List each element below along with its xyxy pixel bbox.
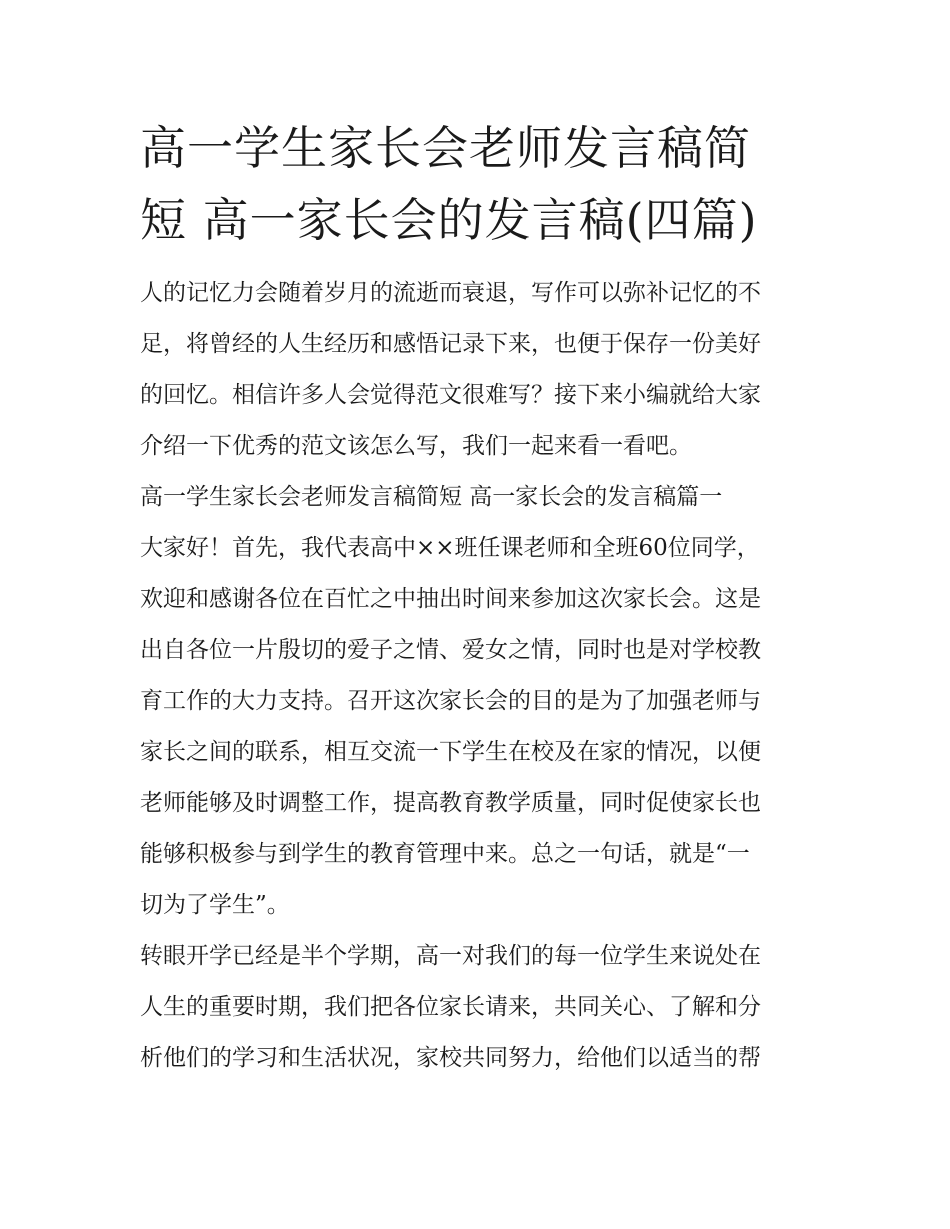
- intro-line-4: 介绍一下优秀的范文该怎么写，我们一起来看一看吧。: [140, 433, 692, 459]
- p1-line-5: 家长之间的联系，相互交流一下学生在校及在家的情况，以便: [140, 739, 761, 765]
- intro-line-3: 的回忆。相信许多人会觉得范文很难写？接下来小编就给大家: [140, 382, 761, 408]
- document-title: [140, 112, 812, 256]
- p1-line-2: 欢迎和感谢各位在百忙之中抽出时间来参加这次家长会。这是: [140, 586, 761, 612]
- p2-line-3: 析他们的学习和生活状况，家校共同努力，给他们以适当的帮: [140, 1045, 761, 1071]
- intro-line-2: 足，将曾经的人生经历和感悟记录下来，也便于保存一份美好: [140, 331, 761, 357]
- body-paragraph-2: [140, 931, 812, 1084]
- section-heading: 高一学生家长会老师发言稿简短 高一家长会的发言稿篇一: [140, 484, 723, 510]
- document-page: [140, 112, 812, 1084]
- intro-paragraph: [140, 268, 812, 472]
- title-line-1: 高一学生家长会老师发言稿简: [140, 121, 751, 175]
- p1-line-8: 切为了学生”。: [140, 892, 290, 918]
- intro-line-1: 人的记忆力会随着岁月的流逝而衰退，写作可以弥补记忆的不: [140, 280, 761, 306]
- p1-line-6: 老师能够及时调整工作，提高教育教学质量，同时促使家长也: [140, 790, 761, 816]
- p1-line-3: 出自各位一片殷切的爱子之情、爱女之情，同时也是对学校教: [140, 637, 761, 663]
- p2-line-2: 人生的重要时期，我们把各位家长请来，共同关心、了解和分: [140, 994, 761, 1020]
- body-paragraph-1: [140, 523, 812, 931]
- p2-line-1: 转眼开学已经是半个学期，高一对我们的每一位学生来说处在: [140, 943, 761, 969]
- p1-line-7: 能够积极参与到学生的教育管理中来。总之一句话，就是“一: [140, 841, 750, 867]
- p1-line-1: 大家好！首先，我代表高中××班任课老师和全班60位同学，: [140, 535, 760, 561]
- title-line-2: 短 高一家长会的发言稿(四篇): [140, 193, 758, 247]
- p1-line-4: 育工作的大力支持。召开这次家长会的目的是为了加强老师与: [140, 688, 761, 714]
